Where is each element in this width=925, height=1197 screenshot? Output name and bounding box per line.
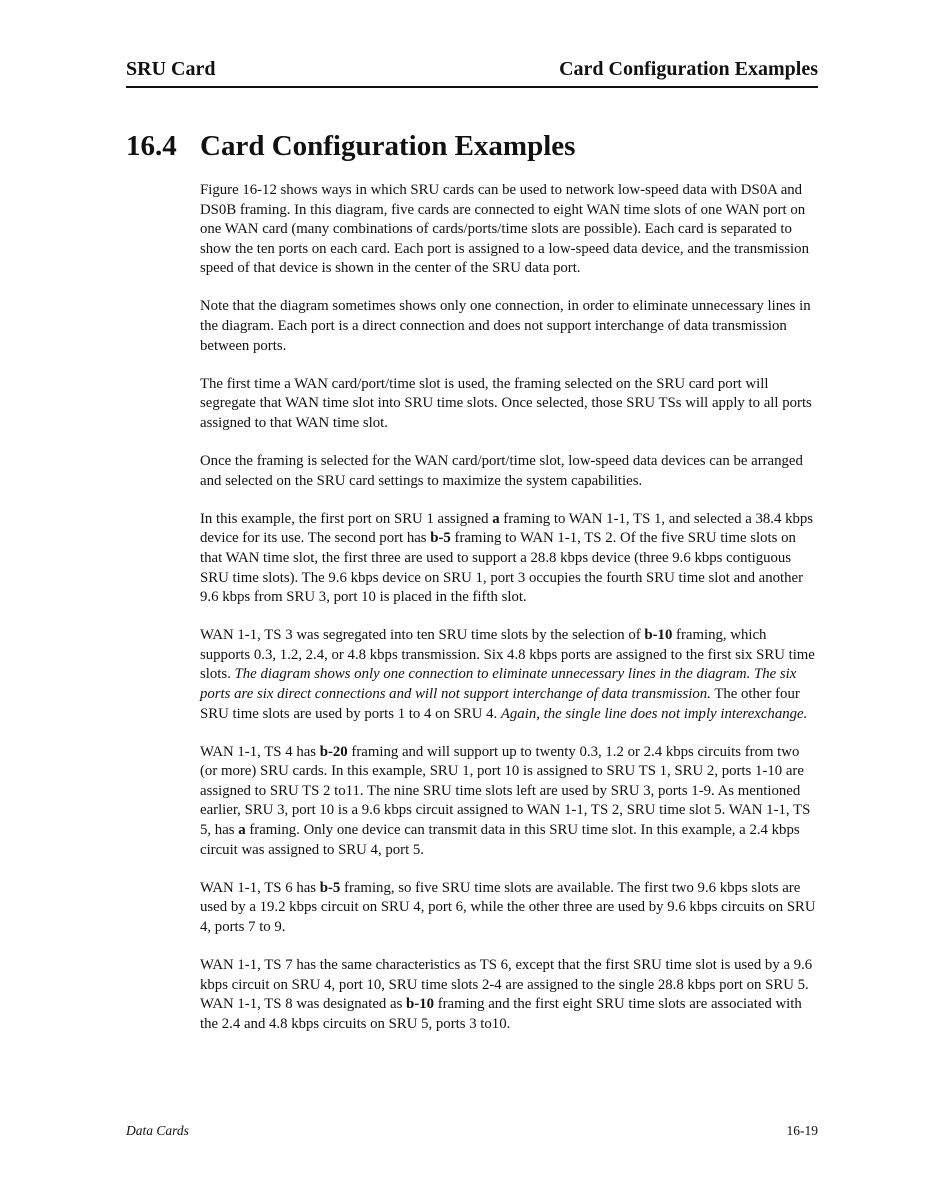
section-title-text: Card Configuration Examples — [200, 130, 576, 162]
bold-term: a — [238, 822, 246, 839]
body-text — [200, 181, 818, 1053]
text-run: WAN 1-1, TS 4 has — [200, 743, 320, 760]
italic-note: Again, the single line does not imply interexchange. — [500, 705, 808, 722]
text-run: Note that the diagram sometimes shows only one connection, in order to eliminate unnecessary lines in the diagram. Each port is a direct connection and does not support interchange of data transmission between ports. — [200, 298, 811, 354]
page-number: 16-19 — [786, 1123, 818, 1138]
text-run: In this example, the first port on SRU 1 assigned — [200, 510, 493, 527]
header-section-title: Card Configuration Examples — [559, 58, 818, 80]
body-paragraph — [200, 743, 818, 861]
text-run: Figure 16-12 shows ways in which SRU cards can be used to network low-speed data with DS0A and DS0B framing. In this diagram, five cards are connected to eight WAN time slots of one WAN port on one WAN card (many combinations of cards/ports/time slots are possible). Each card is separated to show the ten ports on each card. Each port is assigned to a low-speed data device, and the transmission speed of that device is shown in the center of the SRU data port. — [200, 182, 809, 277]
text-run: The other four SRU time slots are used by ports 1 to 4 on SRU 4. — [200, 685, 800, 722]
bold-term: b-5 — [430, 530, 451, 547]
bold-term: a — [492, 510, 500, 527]
bold-term: b-20 — [319, 743, 348, 760]
text-run: framing to WAN 1-1, TS 1, and selected a 38.4 kbps device for its use. The second port has — [200, 510, 814, 547]
body-paragraph — [200, 297, 818, 356]
text-run: framing, which supports 0.3, 1.2, 2.4, or 4.8 kbps transmission. Six 4.8 kbps ports are assigned to the first six SRU time slots. — [200, 627, 815, 683]
text-run: WAN 1-1, TS 3 was segregated into ten SRU time slots by the selection of — [200, 627, 645, 644]
body-paragraph — [200, 452, 818, 491]
text-run: WAN 1-1, TS 7 has the same characteristics as TS 6, except that the first SRU time slot is used by a 9.6 kbps circuit on SRU 4, port 10, SRU time slots 2-4 are assigned to the single 28.8 kbps port on SRU 5. WAN 1-1, TS 8 was designated as — [200, 957, 813, 1013]
text-run: framing, so five SRU time slots are available. The first two 9.6 kbps slots are used by a 19.2 kbps circuit on SRU 4, port 6, while the other three are used by 9.6 kbps circuits on SRU 4, ports 7 to 9. — [200, 879, 816, 935]
text-run: framing and the first eight SRU time slots are associated with the 2.4 and 4.8 kbps circuits on SRU 5, ports 3 to10. — [200, 996, 802, 1032]
body-paragraph — [200, 626, 818, 724]
bold-term: b-10 — [406, 996, 434, 1013]
italic-note: The diagram shows only one connection to eliminate unnecessary lines in the diagram. The six ports are six direct connections and will not support interchange of data transmission. — [200, 666, 797, 702]
bold-term: b-5 — [319, 879, 341, 896]
text-run: framing to WAN 1-1, TS 2. Of the five SRU time slots on that WAN time slot, the first three are used to support a 28.8 kbps device (three 9.6 kbps contiguous SRU time slots). The 9.6 kbps device on SRU 1, port 3 occupies the fourth SRU time slot and another 9.6 kbps from SRU 3, port 10 is placed in the fifth slot. — [200, 530, 804, 606]
text-run: WAN 1-1, TS 6 has — [200, 879, 320, 896]
body-paragraph — [200, 510, 818, 608]
body-paragraph — [200, 375, 818, 434]
text-run: framing. Only one device can transmit data in this SRU time slot. In this example, a 2.4 kbps circuit was assigned to SRU 4, port 5. — [200, 822, 800, 858]
header-chapter-title: SRU Card — [126, 58, 216, 80]
page-footer — [126, 1122, 818, 1142]
text-run: Once the framing is selected for the WAN card/port/time slot, low-speed data devices can be arranged and selected on the SRU card settings to maximize the system capabilities. — [200, 453, 803, 489]
section-heading — [126, 128, 575, 164]
body-paragraph — [200, 956, 818, 1034]
footer-book-title: Data Cards — [126, 1123, 189, 1138]
text-run: framing and will support up to twenty 0.3, 1.2 or 2.4 kbps circuits from two (or more) SRU cards. In this example, SRU 1, port 10 is assigned to SRU TS 1, SRU 2, ports 1-10 are assigned to SRU TS 2 to11. The nine SRU time slots left are used by SRU 3, ports 1-9. As mentioned earlier, SRU 3, port 10 is a 9.6 kbps circuit assigned to WAN 1-1, TS 2, SRU time slot 5. WAN 1-1, TS 5, has — [200, 743, 811, 839]
body-paragraph — [200, 181, 818, 279]
body-paragraph — [200, 879, 818, 938]
text-run: The first time a WAN card/port/time slot is used, the framing selected on the SRU card port will segregate that WAN time slot into SRU time slots. Once selected, those SRU TSs will apply to all ports assigned to that WAN time slot. — [200, 375, 812, 431]
page-header — [126, 56, 818, 88]
section-number: 16.4 — [126, 130, 177, 162]
bold-term: b-10 — [644, 627, 673, 644]
